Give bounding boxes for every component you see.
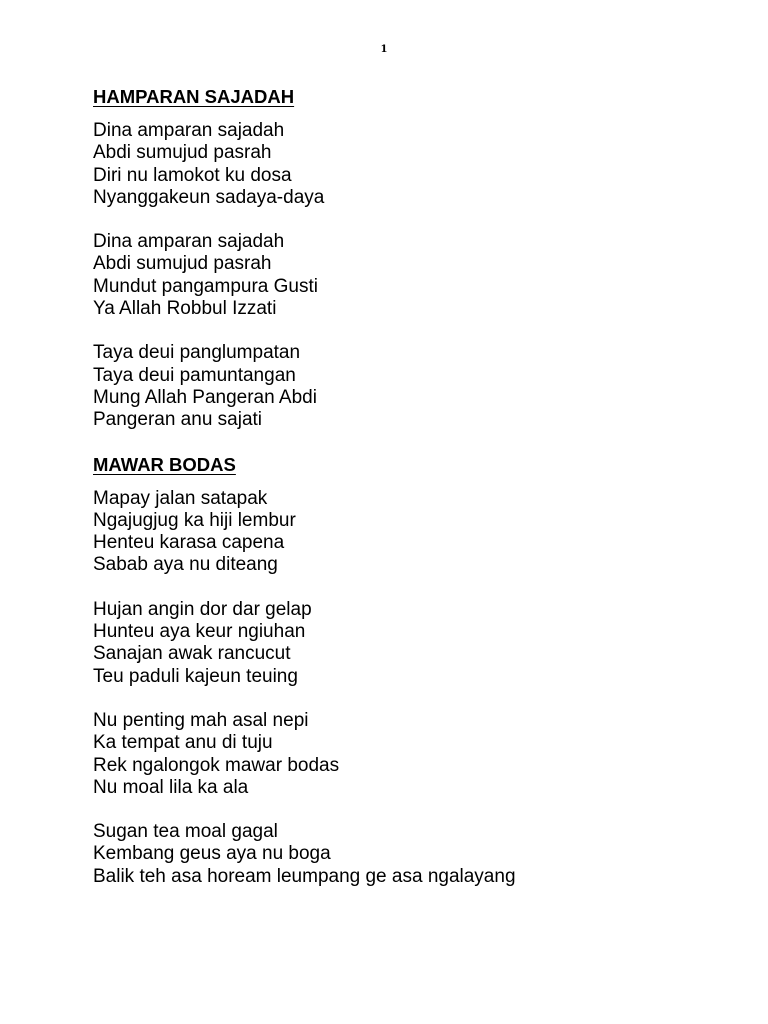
song-mawar-bodas xyxy=(93,454,753,888)
lyric-line: Mundut pangampura Gusti xyxy=(93,275,318,297)
document-body xyxy=(93,86,753,910)
lyric-line: Teu paduli kajeun teuing xyxy=(93,665,298,687)
stanza xyxy=(93,821,753,888)
lyric-line: Taya deui panglumpatan xyxy=(93,342,301,364)
song-title: MAWAR BODAS xyxy=(93,453,236,475)
lyric-line: Abdi sumujud pasrah xyxy=(93,253,272,275)
lyric-line: Hujan angin dor dar gelap xyxy=(93,598,312,620)
lyric-line: Nu moal lila ka ala xyxy=(93,776,249,798)
stanza xyxy=(93,231,753,320)
lyric-line: Ka tempat anu di tuju xyxy=(93,732,273,754)
song-title: HAMPARAN SAJADAH xyxy=(93,86,295,107)
lyric-line: Hunteu aya keur ngiuhan xyxy=(93,621,306,643)
lyric-line: Abdi sumujud pasrah xyxy=(93,142,272,164)
lyric-line: Sugan tea moal gagal xyxy=(93,821,278,843)
stanza xyxy=(93,342,753,431)
lyric-line: Balik teh asa hoream leumpang ge asa ngalayang xyxy=(93,865,516,887)
lyric-line: Henteu karasa capena xyxy=(93,532,285,554)
song-hamparan-sajadah xyxy=(93,86,753,432)
page-number: 1 xyxy=(380,44,388,55)
lyric-line: Diri nu lamokot ku dosa xyxy=(93,164,292,186)
lyric-line: Mung Allah Pangeran Abdi xyxy=(93,386,317,408)
lyric-line: Sanajan awak rancucut xyxy=(93,643,291,665)
lyric-line: Sabab aya nu diteang xyxy=(93,554,278,576)
stanza xyxy=(93,488,753,577)
stanza xyxy=(93,120,753,209)
lyric-line: Ngajugjug ka hiji lembur xyxy=(93,509,296,531)
stanza xyxy=(93,710,753,799)
lyric-line: Kembang geus aya nu boga xyxy=(93,843,331,865)
lyric-line: Ya Allah Robbul Izzati xyxy=(93,298,277,320)
lyric-line: Dina amparan sajadah xyxy=(93,231,285,253)
lyric-line: Dina amparan sajadah xyxy=(93,120,285,141)
lyric-line: Nu penting mah asal nepi xyxy=(93,709,309,731)
stanza xyxy=(93,599,753,688)
lyric-line: Rek ngalongok mawar bodas xyxy=(93,754,340,776)
lyric-line: Nyanggakeun sadaya-daya xyxy=(93,186,325,208)
lyric-line: Pangeran anu sajati xyxy=(93,409,263,431)
lyric-line: Mapay jalan satapak xyxy=(93,487,268,509)
lyric-line: Taya deui pamuntangan xyxy=(93,364,296,386)
